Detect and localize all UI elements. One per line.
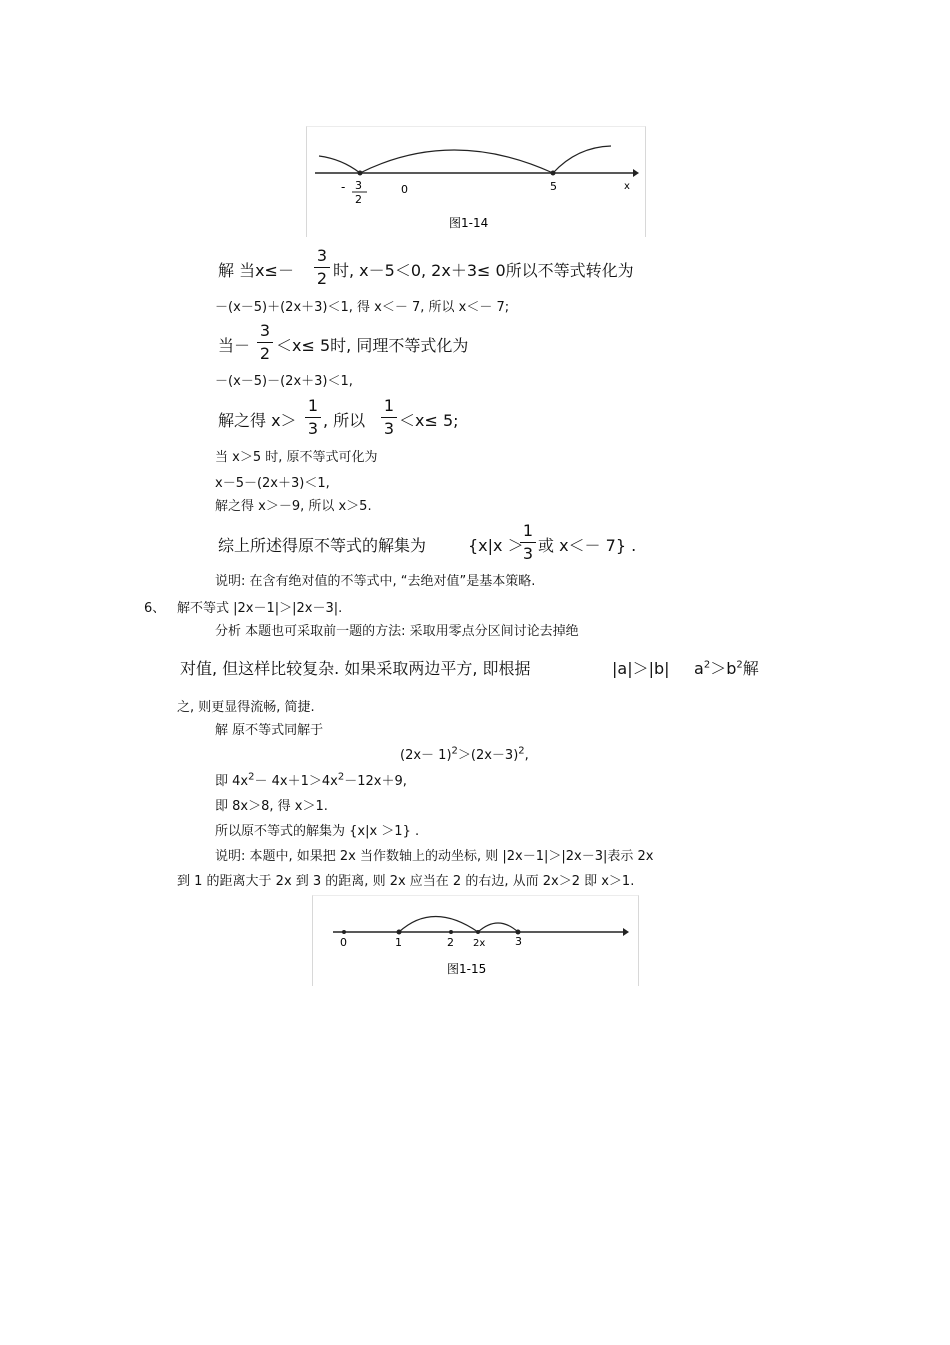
label-3: 3 [515,935,522,948]
line-5c: ＜x≤ 5; [399,411,459,430]
arc-left [319,156,360,173]
problem-number: 6、 [144,601,166,616]
line-21: 到 1 的距离大于 2x 到 3 的距离, 则 2x 应当在 2 的右边, 从而 2x＞2 即 x＞1. [177,874,635,889]
arc-middle [360,150,553,173]
arc-2x-to-3 [478,923,518,932]
problem-statement: 解不等式 |2x－1|＞|2x－3|. [177,601,343,616]
point-3 [516,930,521,935]
line-13b: |a|＞|b| [612,659,670,678]
line-18: 即 8x＞8, 得 x＞1. [215,799,328,814]
label-neg-den: 2 [355,193,362,206]
fraction-1: 3 2 [314,247,330,288]
label-five: 5 [550,180,557,193]
line-1a: 解 当x≤－ [218,261,294,280]
fraction-3: 3 2 [257,322,273,363]
line-2: －(x－5)＋(2x＋3)＜1, 得 x＜－ 7, 所以 x＜－ 7; [215,300,510,315]
line-analysis: 分析 本题也可采取前一题的方法: 采取用零点分区间讨论去掉绝 [215,624,579,639]
line-4: －(x－5)－(2x＋3)＜1, [215,374,353,389]
label-2: 2 [447,936,454,949]
point-1 [397,930,402,935]
line-20: 说明: 本题中, 如果把 2x 当作数轴上的动坐标, 则 |2x－1|＞|2x－3|表示 2x [215,849,654,864]
arc-1-to-2x [399,917,478,933]
line-8: 解之得 x＞－9, 所以 x＞5. [215,499,372,514]
line-3b: ＜x≤ 5时, 同理不等式化为 [276,336,469,355]
point-0 [342,930,346,934]
label-zero: 0 [401,183,408,196]
point-2x [476,930,480,934]
point-neg-three-halves [358,171,363,176]
number-line-diagram-15 [313,896,638,986]
figure-1-14 [306,126,646,237]
line-16: $(2x- 1)^2>(2x-3)^2$, [400,745,529,763]
line-9c: 或 x＜－ 7} . [538,536,637,555]
line-14: 之, 则更显得流畅, 简捷. [177,700,315,715]
axis-arrow [633,169,639,177]
number-line-diagram-14 [307,127,645,237]
label-1: 1 [395,936,402,949]
line-10: 说明: 在含有绝对值的不等式中, “去绝对值”是基本策略. [215,574,536,589]
line-9a: 综上所述得原不等式的解集为 [218,536,427,555]
arc-right [553,146,611,173]
figure-1-15 [312,895,639,986]
fraction-5a: 1 3 [305,397,321,438]
label-neg-num: 3 [355,179,362,192]
label-x: x [624,181,630,192]
line-9b: {x|x ＞ [468,536,524,555]
point-five [551,171,556,176]
line-15: 解 原不等式同解于 [215,723,324,738]
line-13-expr: $a^2>b^2$解 [694,659,759,678]
axis-arrow [623,928,629,936]
line-5a: 解之得 x＞ [218,411,297,430]
line-3a: 当－ [218,336,251,355]
label-2x: 2x [473,938,486,949]
fraction-9: 1 3 [520,522,536,563]
line-6: 当 x＞5 时, 原不等式可化为 [215,450,378,465]
label-neg-sign: - [341,180,346,194]
figure-caption: 图1-14 [449,216,489,230]
figure-caption: 图1-15 [447,962,487,976]
line-7: x－5－(2x＋3)＜1, [215,476,330,491]
line-5b: , 所以 [323,411,366,430]
line-19: 所以原不等式的解集为 {x|x ＞1} . [215,824,420,839]
fraction-5b: 1 3 [381,397,397,438]
line-17: 即 $4x^2- 4x+1>4x^2-12x+9$, [215,771,407,789]
line-1b: 时, x－5＜0, 2x＋3≤ 0所以不等式转化为 [333,261,634,280]
point-2 [449,930,453,934]
label-0: 0 [340,936,347,949]
line-13a: 对值, 但这样比较复杂. 如果采取两边平方, 即根据 [180,659,531,678]
